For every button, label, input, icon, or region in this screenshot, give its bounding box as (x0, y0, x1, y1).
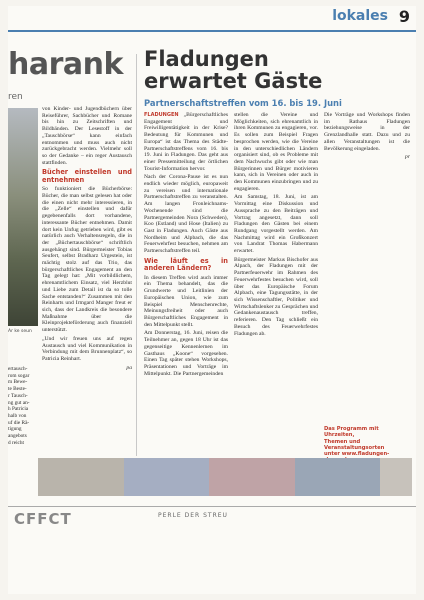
info-line: Themen und Veranstaltungsorten (324, 438, 385, 451)
main-story-deck: Partnerschaftstreffen vom 16. bis 19. Juni (144, 98, 342, 108)
column-line: uf die Rä- (8, 419, 30, 426)
column-line: angebots (8, 433, 27, 440)
ad-block (380, 458, 412, 496)
column-line: h Patricia (8, 406, 29, 413)
main-story-column-1 (144, 112, 228, 458)
subheading: Bücher einstellen und entnehmen (42, 168, 132, 184)
header-rule (8, 30, 416, 32)
column-line: ertausch- (8, 366, 28, 372)
paragraph: Die Vorträge und Workshops finden im Rathaus Fladungen beziehungsweise in der Grenzlandhalle statt. Dazu und zu allen Veranstaltungen ist die Bevölkerung eingeladen. (324, 112, 410, 152)
column-divider (136, 54, 137, 456)
ad-block (209, 458, 295, 496)
column-line: halb von (8, 412, 27, 419)
left-story-headline: harank (8, 47, 123, 82)
paragraph-text: „Bürgerschaftliches Engagement und Freiwilligentätigkeit in der Krise? Bedeutung für Kommunen und Europa“ ist das Thema des Städte-Partnerschaftstreffens vom 16. bis 19. Juni in Fladungen. Das geht aus einer Pressemitteilung der örtlichen Tourist-Information hervor. (144, 112, 228, 172)
main-story-column-3 (324, 112, 410, 452)
main-story-headline (144, 48, 322, 92)
paragraph: Nach der Corona-Pause ist es nun endlich wieder möglich, europaweit zu vereisen und internationale Partnerschaftstreffen zu veranstalten. Am langen Fronleichnams-Wochenende sind die Partnergemeinden Nora (Schweden), Koo (Estland) und Hose (Italien) zu Gast in Fladungen. Auch Gäste aus Nordheim und Alpbach, die das Feuerwehrfest besuchen, nehmen am Partnerschaftstreffen teil. (144, 174, 228, 255)
paragraph: Bürgermeister Markus Bischofer aus Alpach, der Fladungen mit der Partnerfeuerwehr im Rahmen des Feuerwehrfestes besuchen wird, soll über das Europäische Forum Alpbach, eine Tagungsstätte, in der sich Wissenschaftler, Politiker und Wirtschaftslenker zu Gesprächen und Gedankenaustausch treffen, referieren. Den Tag schließt ein Besuch des Feuerwehrfestes Fladungen ab. (234, 256, 318, 337)
story-photo (8, 108, 38, 326)
footer-rule (8, 506, 416, 507)
subheading: Wie läuft es in anderen Ländern? (144, 256, 228, 273)
footer-ad-tagline: PERLE DER STREU (158, 512, 228, 519)
paragraph: So funktioniert die Bücherbörse: Bücher, die man selbst gelesen hat oder die einen nicht mehr interessieren, in die „Zelle“ einstellen und dafür gegebenenfalls dort vorhandene, interessante Bücher entnehmen. Damit dort kein Unfug getrieben wird, gibt es natürlich auch Verhaltensregeln, die in der „Büchertauschbörse“ schriftlich ausgehängt sind. Bürgermeister Tobias Seufert, selbst Bradharz Urgestein, ist mächtig stolz auf das Trio, das bürgerschaftliches Engagement an den Tag gelegt hat: „Mit vorbildlichem, ehrenamtlichem Einsatz, viel Herzblut und Liebe zum Detail ist da so tolle Sache entstanden!“ Zusammen mit den Reinharts und Irmgard Manger freut er sich, dass der Landkreis die besondere Maßnahme über die Kleinprojekteförderung auch finanziell unterstützt. (42, 186, 132, 334)
section-header (232, 8, 416, 28)
footer-ad-title: CFFCT (14, 510, 72, 528)
paragraph: Am Samstag, 18. Juni, ist am Vormittag eine Diskussion und Aussprache zu den Beiträgen und Vortrag angesetzt, dann soll Fladungen den Gästen bei einem Rundgang vorgestellt werden. Am Nachmittag wird ein Großkonzert von Landrat Thomas Habermann erwartet. (234, 194, 318, 255)
column-line: rom sogar (8, 372, 30, 379)
column-line: tigung (8, 426, 22, 433)
column-line: d reicht (8, 439, 25, 446)
column-line: ng gut an- (8, 399, 30, 406)
info-line: Das Programm mit Uhrzeiten, (324, 426, 379, 439)
column-line: te Beste- (8, 386, 27, 393)
paragraph: von Kinder- und Jugendbüchern über Reiseführer, Sachbücher und Romane bis hin zu Zeitschriften und Bildbänden. Der Lesestoff in der „Tauschbörse“ kann einfach entnommen und muss auch nicht zurückgebracht werden. Vielmehr soll so der Gedanke – ein reger Austausch stattfinden. (42, 106, 132, 166)
advertisement-strip (38, 458, 412, 496)
paragraph: In diesem Treffen wird auch immer ein Thema behandelt, das die Grundwerte und Leitlinien der Europäischen Union, wie zum Beispiel Menschenrechte, Meinungsfreiheit oder auch Bürgerschaftliches Engagement in den Mittelpunkt stellt. (144, 274, 228, 328)
left-story-subline: ren (8, 92, 23, 102)
paragraph: „Und wir freuen uns auf regen Austausch und viel Kommunikation in Verbindung mit dem Brunnenplatz“, so Patricia Reinhart. (42, 335, 132, 362)
paragraph (144, 112, 228, 172)
dateline: FLADUNGEN (144, 112, 179, 118)
ad-block (38, 458, 124, 496)
left-story-column-b (42, 106, 132, 458)
ad-block (124, 458, 210, 496)
newspaper-page (8, 6, 416, 594)
signature: pr (405, 154, 410, 161)
left-story-column-a (8, 366, 38, 456)
paragraph: Am Donnerstag, 16. Juni, reisen die Teilnehmer an, gegen 18 Uhr ist das gegenseitige Kennenlernen im Gasthaus „Koone“ vorgesehen. Einen Tag später stehen Workshops, Präsentationen und Vorträge im Mittelpunkt. Die Partnergemeinden (144, 330, 228, 377)
page-number: 9 (398, 7, 410, 26)
info-link[interactable]: unter www.fladungen- (324, 451, 390, 458)
section-label: lokales (332, 8, 388, 24)
headline-line: Fladungen (144, 47, 269, 71)
column-line: r Tausch- (8, 392, 28, 399)
column-line: m Bewe- (8, 379, 28, 386)
signature: pa (126, 364, 132, 371)
photo-caption: Ar ke seun (8, 329, 32, 334)
main-story-column-2 (234, 112, 318, 458)
headline-line: erwartet Gäste (144, 69, 323, 93)
ad-block (295, 458, 381, 496)
paragraph: stellen die Vereine und Möglichkeiten, sich ehrenamtlich in ihren Kommunen zu engagieren, vor. Es sollen zum Beispiel Fragen besprochen werden, wie die Vereine in den unterschiedlichen Ländern organisiert sind, ob es Probleme mit dem Nachwuchs gibt oder wie man Bürgerinnen und Bürger motivieren kann, sich in Vereinen oder auch in den Kommunen einzubringen und zu engagieren. (234, 112, 318, 192)
